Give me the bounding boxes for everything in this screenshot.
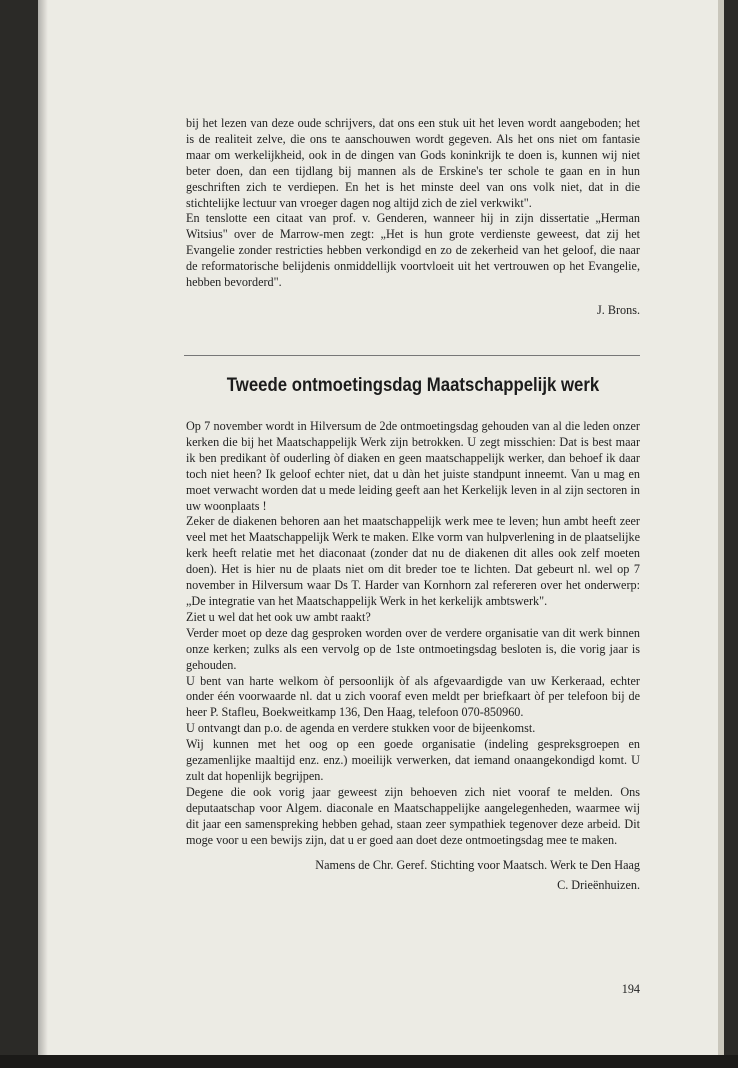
paragraph: Wij kunnen met het oog op een goede organisatie (indeling gespreksgroepen en gezamenlijke maaltijd enz. enz.) moeilijk verwerken, dat iemand onaangekondigd komt. U zult dat hopenlijk begrijpen. — [186, 737, 640, 783]
author-signature: J. Brons. — [596, 302, 640, 317]
author-signature: C. Drieënhuizen. — [557, 878, 640, 893]
paragraph: U ontvangt dan p.o. de agenda en verdere stukken voor de bijeenkomst. — [186, 721, 536, 736]
paragraph: Zeker de diakenen behoren aan het maatschappelijk werk mee te leven; hun ambt heeft zeer veel met het Maatschappelijk Werk te maken. Elke vorm van hulpverlening in de plaatselijke kerk heeft relatie met het diaconaat (zonder dat nu de diakenen dit alles ook zelf moeten doen). Het is hier nu de plaats niet om dit breder toe te lichten. Dat gebeurt nl. wel op 7 november in Hilversum waar Ds T. Harder van Kornhorn zal refereren over het onderwerp: „De integratie van het Maatschappelijk Werk in het kerkelijk ambtswerk". — [186, 514, 640, 608]
paragraph: Op 7 november wordt in Hilversum de 2de ontmoetingsdag gehouden van al die leden onzer kerken die bij het Maatschappelijk Werk zijn betrokken. U zegt misschien: Dat is best maar ik ben predikant òf ouderling òf diaken en geen maatschappelijk werker, dan behoef ik daar toch niet heen? Ik geloof echter niet, dat u dàn het juiste standpunt inneemt. Van u mag en moet verwacht worden dat u mede leiding geeft aan het Kerkelijk leven in al zijn sectoren in uw woonplaats ! — [186, 419, 640, 513]
section-divider — [184, 355, 640, 356]
paragraph: En tenslotte een citaat van prof. v. Genderen, wanneer hij in zijn dissertatie „Herman Witsius" over de Marrow-men zegt: „Het is hun grote verdienste geweest, dat zij het Evangelie zonder restricties hebben verkondigd en zo de zekerheid van het geloof, die naar de reformatorische belijdenis onmiddellijk voortvloeit uit het vertrouwen op het Evangelie, hebben bevorderd". — [186, 211, 640, 290]
closing-line: Namens de Chr. Geref. Stichting voor Maatsch. Werk te Den Haag — [315, 858, 640, 873]
paragraph: Degene die ook vorig jaar geweest zijn behoeven zich niet vooraf te melden. Ons deputaatschap voor Algem. diaconale en Maatschappelijke aangelegenheden, waarmee wij dit jaar een samenspreking hebben gehad, staan zeer sympathiek tegenover deze arbeid. Dit moge voor u een bewijs zijn, dat u er goed aan doet deze ontmoetingsdag mee te maken. — [186, 784, 640, 847]
spine-shadow — [38, 0, 48, 1055]
paragraph: bij het lezen van deze oude schrijvers, dat ons een stuk uit het leven wordt aangeboden; het is de realiteit zelve, die ons te aanschouwen wordt gegeven. Als het ons niet om fantasie maar om werkelijkheid, ook in de dingen van Gods koninkrijk te doen is, kunnen wij niet beter doen, dan een tijdlang bij mannen als de Erskine's ter schole te gaan en in hun geschriften zich te verdiepen. En het is het minste deel van ons volk niet, dat in die stichtelijke lectuur van vroeger dagen nog altijd zich de ziel verkwikt". — [186, 116, 640, 210]
paragraph: Ziet u wel dat het ook uw ambt raakt? — [186, 609, 371, 624]
paragraph: Verder moet op deze dag gesproken worden over de verdere organisatie van dit werk binnen onze kerken; zulks als een vervolg op de 1ste ontmoetingsdag besloten is, die vorig jaar is gehouden. — [186, 625, 640, 672]
page-number: 194 — [621, 982, 640, 996]
article-body — [186, 419, 640, 894]
scan-border — [0, 1055, 738, 1068]
paragraph: U bent van harte welkom òf persoonlijk òf als afgevaardigde van uw Kerkeraad, echter onder één voorwaarde nl. dat u zich vooraf even meldt per briefkaart òf per telefoon bij de heer P. Stafleu, Boekweitkamp 136, Den Haag, telefoon 070-850960. — [186, 673, 640, 720]
page-edge — [718, 0, 724, 1055]
article-continued — [186, 116, 640, 319]
article-title: Tweede ontmoetingsdag Maatschappelijk werk — [226, 374, 600, 396]
